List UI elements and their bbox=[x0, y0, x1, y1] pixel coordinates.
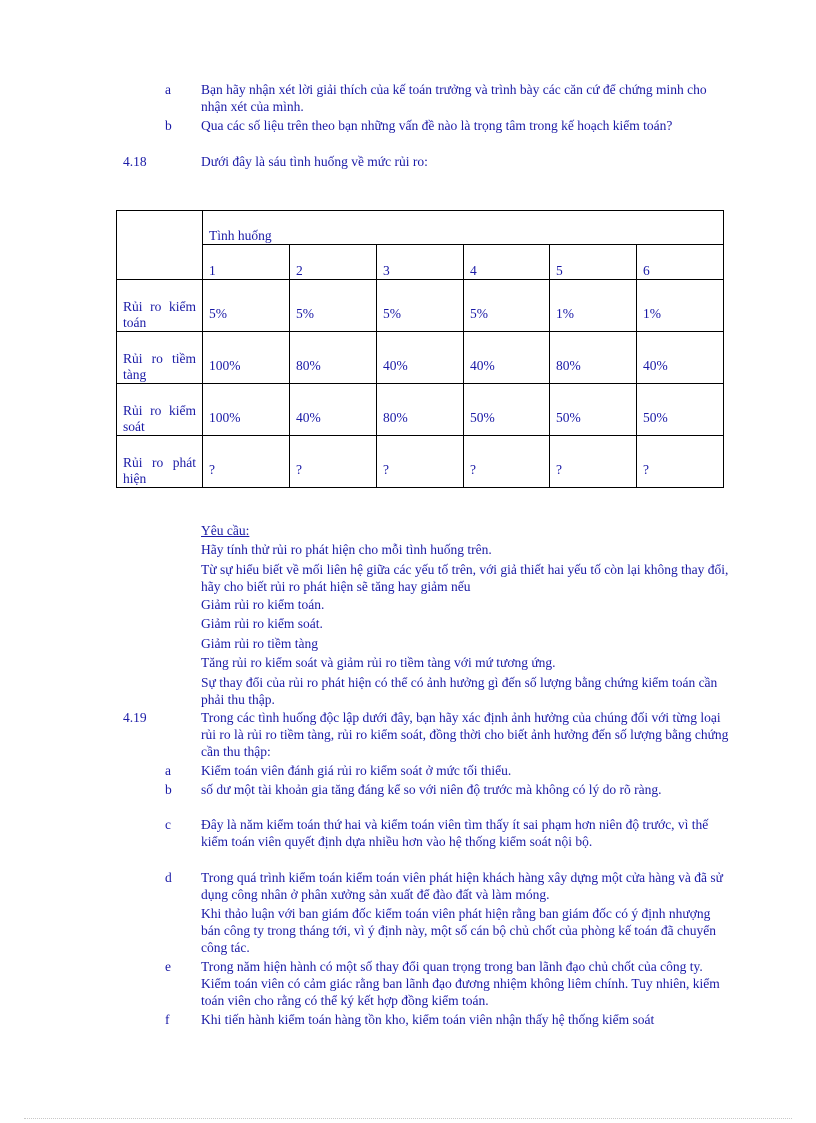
table-cell: 5% bbox=[377, 280, 464, 332]
item-label-b: b bbox=[165, 782, 172, 797]
table-cell: 80% bbox=[550, 332, 637, 384]
item-text-d: Trong quá trình kiểm toán kiểm toán viên phát hiện khách hàng xây dựng một cửa hàng và đã sử dụng công nhân ở phân xưởng sản xuất để đào đất và làm móng. bbox=[201, 870, 723, 902]
table-cell: 40% bbox=[637, 332, 724, 384]
requirement-line: Giảm rủi ro tiềm tàng bbox=[201, 636, 318, 651]
item-text-c: Đây là năm kiểm toán thứ hai và kiểm toán viên tìm thấy ít sai phạm hơn niên độ trước, vì thế kiểm toán viên quyết định dựa nhiều hơn vào hệ thống kiểm soát nội bộ. bbox=[201, 817, 709, 849]
column-header: 6 bbox=[637, 245, 724, 280]
table-cell: ? bbox=[290, 436, 377, 488]
table-cell: 40% bbox=[377, 332, 464, 384]
item-label-b: b bbox=[165, 118, 172, 133]
table-group-header: Tình huống bbox=[203, 211, 724, 245]
requirement-line: Hãy tính thử rủi ro phát hiện cho mỗi tình huống trên. bbox=[201, 542, 492, 557]
row-header: Rủi ro phát hiện bbox=[117, 436, 203, 488]
row-header: Rủi ro kiểm soát bbox=[117, 384, 203, 436]
question-text-4-18: Dưới đây là sáu tình huống về mức rủi ro: bbox=[201, 154, 428, 169]
item-label-f: f bbox=[165, 1012, 170, 1027]
item-label-a: a bbox=[165, 763, 171, 778]
column-header: 5 bbox=[550, 245, 637, 280]
row-header: Rủi ro tiềm tàng bbox=[117, 332, 203, 384]
table-cell: ? bbox=[464, 436, 550, 488]
item-text-e: Trong năm hiện hành có một số thay đổi quan trọng trong ban lãnh đạo chủ chốt của công ty. Kiểm toán viên có cảm giác rằng ban lãnh đạo đương nhiệm không liêm chính. Tuy nhiên, kiểm toán viên cho rằng có thể ký kết hợp đồng kiểm toán. bbox=[201, 959, 720, 1008]
column-header: 2 bbox=[290, 245, 377, 280]
table-cell: 1% bbox=[550, 280, 637, 332]
question-text-4-19: Trong các tình huống độc lập dưới đây, bạn hãy xác định ảnh hưởng của chúng đối với từng loại rủi ro là rủi ro tiềm tàng, rủi ro kiểm soát, đồng thời cho biết ảnh hưởng đến số lượng bằng chứng cần thu thập: bbox=[201, 710, 729, 759]
table-cell: 40% bbox=[464, 332, 550, 384]
table-cell: 50% bbox=[550, 384, 637, 436]
requirement-line: Tăng rủi ro kiểm soát và giảm rủi ro tiềm tàng với mứ tương ứng. bbox=[201, 655, 556, 670]
page-bottom-rule bbox=[24, 1118, 792, 1119]
column-header: 1 bbox=[203, 245, 290, 280]
table-row bbox=[117, 384, 724, 436]
item-text-d-continued: Khi thảo luận với ban giám đốc kiểm toán viên phát hiện rằng ban giám đốc có ý định nhượng bán công ty trong tháng tới, vì ý định này, một số cán bộ chủ chốt của phòng kế toán đã chuyển công tác. bbox=[201, 906, 717, 955]
table-cell: 5% bbox=[290, 280, 377, 332]
item-label-d: d bbox=[165, 870, 172, 885]
column-header: 4 bbox=[464, 245, 550, 280]
table-row bbox=[117, 436, 724, 488]
question-number-4-18: 4.18 bbox=[123, 154, 147, 169]
requirement-line: Sự thay đổi của rủi ro phát hiện có thể có ảnh hưởng gì đến số lượng bằng chứng kiểm toán cần phải thu thập. bbox=[201, 675, 718, 707]
requirement-line: Giảm rủi ro kiểm toán. bbox=[201, 597, 325, 612]
item-text-a: Kiểm toán viên đánh giá rủi ro kiểm soát ở mức tối thiểu. bbox=[201, 763, 512, 778]
table-cell: 100% bbox=[203, 332, 290, 384]
question-number-4-19: 4.19 bbox=[123, 710, 147, 725]
table-row bbox=[117, 332, 724, 384]
requirements-title: Yêu cầu: bbox=[201, 523, 250, 538]
table-cell: ? bbox=[203, 436, 290, 488]
table-cell: 50% bbox=[637, 384, 724, 436]
table-cell: 80% bbox=[290, 332, 377, 384]
table-cell: ? bbox=[550, 436, 637, 488]
item-text-a: Bạn hãy nhận xét lời giải thích của kế toán trưởng và trình bày các căn cứ để chứng minh cho nhận xét của mình. bbox=[201, 82, 707, 114]
table-cell: ? bbox=[377, 436, 464, 488]
table-cell: 1% bbox=[637, 280, 724, 332]
item-label-e: e bbox=[165, 959, 171, 974]
table-cell: 5% bbox=[464, 280, 550, 332]
table-row bbox=[117, 280, 724, 332]
row-header: Rủi ro kiểm toán bbox=[117, 280, 203, 332]
table-corner-cell bbox=[117, 211, 203, 280]
requirement-line: Giảm rủi ro kiểm soát. bbox=[201, 616, 323, 631]
item-label-a: a bbox=[165, 82, 171, 97]
table-cell: ? bbox=[637, 436, 724, 488]
item-text-b: số dư một tài khoản gia tăng đáng kể so với niên độ trước mà không có lý do rõ ràng. bbox=[201, 782, 662, 797]
item-label-c: c bbox=[165, 817, 171, 832]
risk-table bbox=[116, 210, 724, 488]
table-cell: 40% bbox=[290, 384, 377, 436]
item-text-b: Qua các số liệu trên theo bạn những vấn đề nào là trọng tâm trong kế hoạch kiểm toán? bbox=[201, 118, 673, 133]
item-text-f: Khi tiến hành kiểm toán hàng tồn kho, kiểm toán viên nhận thấy hệ thống kiểm soát bbox=[201, 1012, 655, 1027]
table-cell: 100% bbox=[203, 384, 290, 436]
table-cell: 5% bbox=[203, 280, 290, 332]
column-header: 3 bbox=[377, 245, 464, 280]
table-cell: 80% bbox=[377, 384, 464, 436]
table-cell: 50% bbox=[464, 384, 550, 436]
requirement-line: Từ sự hiểu biết về mối liên hệ giữa các yếu tố trên, với giả thiết hai yếu tố còn lại không thay đổi, hãy cho biết rủi ro phát hiện sẽ tăng hay giảm nếu bbox=[201, 562, 729, 594]
